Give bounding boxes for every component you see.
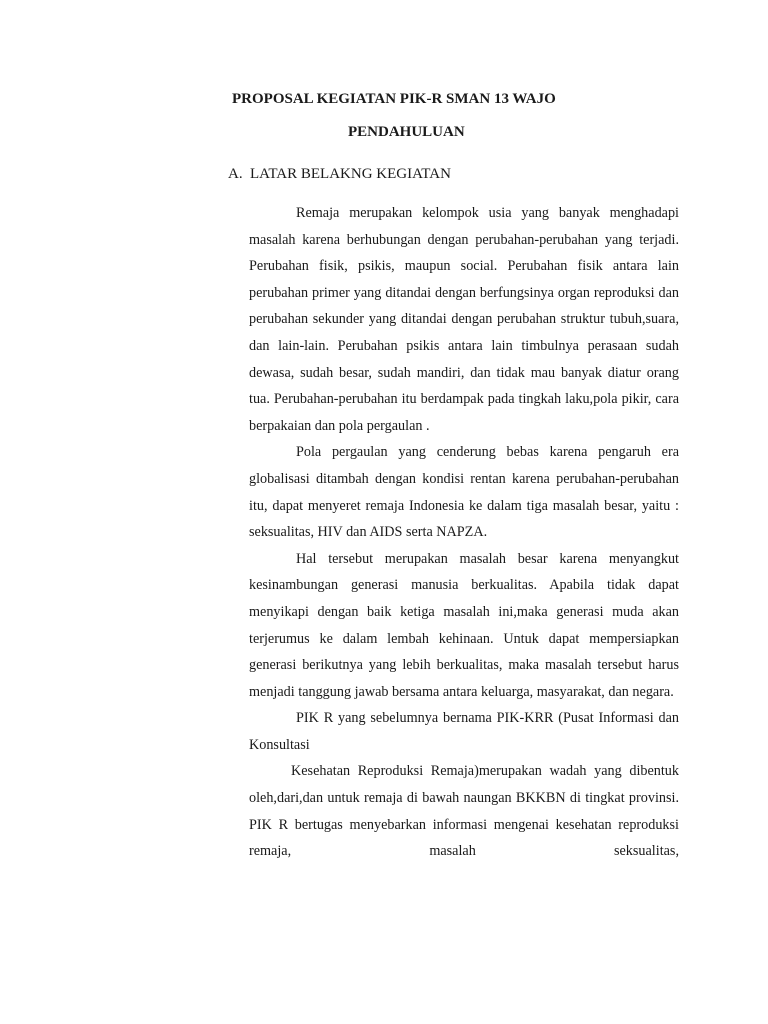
paragraph: Pola pergaulan yang cenderung bebas karena pengaruh era globalisasi ditambah dengan kondisi rentan karena perubahan-perubahan itu, dapat menyeret remaja Indonesia ke dalam tiga masalah besar, yaitu : seksualitas, HIV dan AIDS serta NAPZA.	[249, 444, 679, 541]
document-subtitle: PENDAHULUAN	[348, 124, 465, 140]
paragraph: Remaja merupakan kelompok usia yang banyak menghadapi masalah karena berhubungan dengan perubahan-perubahan yang terjadi. Perubahan fisik, psikis, maupun social. Perubahan fisik antara lain perubahan primer yang ditandai dengan berfungsinya organ reproduksi dan perubahan sekunder yang ditandai dengan perubahan struktur tubuh,suara, dan lain-lain. Perubahan psikis antara lain timbulnya perasaan sudah dewasa, sudah besar, sudah mandiri, dan tidak mau banyak diatur orang tua. Perubahan-perubahan itu berdampak pada tingkah laku,pola pikir, cara berpakaian dan pola pergaulan .	[249, 205, 679, 434]
document-title: PROPOSAL KEGIATAN PIK-R SMAN 13 WAJO	[232, 91, 556, 107]
section-title: LATAR BELAKNG KEGIATAN	[250, 166, 451, 182]
body-text	[249, 200, 679, 865]
section-number: A.	[228, 166, 243, 182]
paragraph: Kesehatan Reproduksi Remaja)merupakan wadah yang dibentuk oleh,dari,dan untuk remaja di bawah naungan BKKBN di tingkat provinsi. PIK R bertugas menyebarkan informasi mengenai kesehatan reproduksi remaja, masalah seksualitas,	[249, 763, 679, 860]
paragraph: Hal tersebut merupakan masalah besar karena menyangkut kesinambungan generasi manusia berkualitas. Apabila tidak dapat menyikapi dengan baik ketiga masalah ini,maka generasi muda akan terjerumus ke dalam lembah kehinaan. Untuk dapat mempersiapkan generasi berikutnya yang lebih berkualitas, maka masalah tersebut harus menjadi tanggung jawab bersama antara keluarga, masyarakat, dan negara.	[249, 550, 679, 700]
paragraph: PIK R yang sebelumnya bernama PIK-KRR (Pusat Informasi dan Konsultasi	[249, 710, 679, 753]
section-heading	[228, 166, 451, 183]
